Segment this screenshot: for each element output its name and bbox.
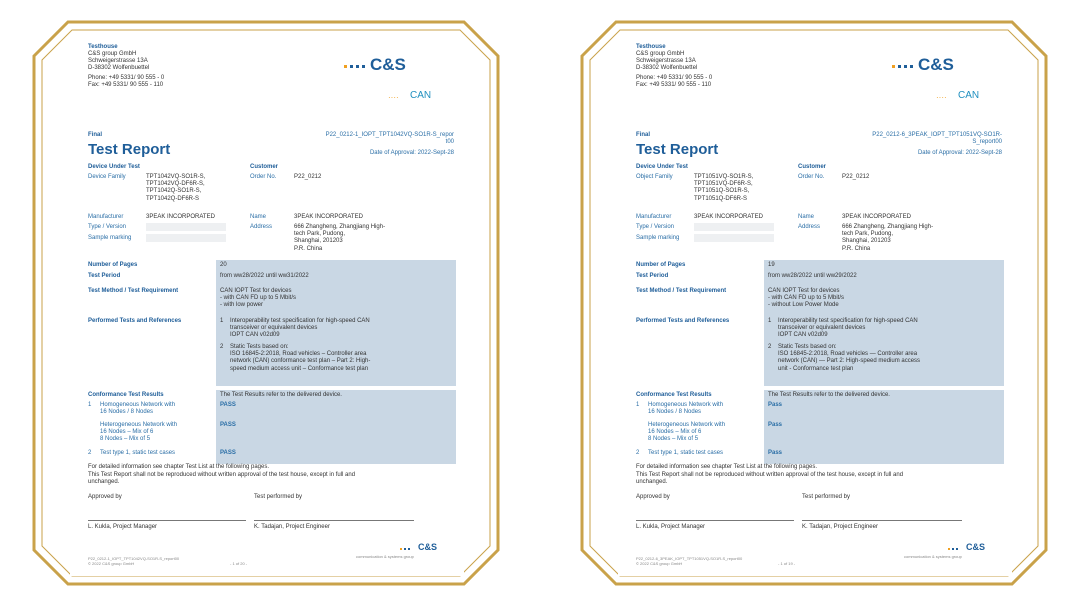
sample-label: Sample marking <box>88 235 132 241</box>
name-value: 3PEAK INCORPORATED <box>842 214 911 220</box>
method-label: Test Method / Test Requirement <box>636 288 727 294</box>
manufacturer-value: 3PEAK INCORPORATED <box>146 214 215 220</box>
report-status: Final <box>636 132 651 138</box>
footer-id: P22_0212-6_3PEAK_IOPT_TPT1051VQ-SO1R-S_report00 <box>636 556 743 561</box>
testhouse-city: D-38302 Wolfenbuettel <box>636 65 698 71</box>
result-2-number: 2 <box>636 450 640 456</box>
can-logo-dots: ···· <box>388 93 399 102</box>
result-2-label: Test type 1, static test cases <box>648 450 724 456</box>
order-label: Order No. <box>798 174 825 180</box>
can-logo: CAN <box>410 90 432 101</box>
performed-1: Interoperability test specification for high-speed CAN transceiver or equivalent devices IOPT CAN v02d09 <box>778 318 918 339</box>
manufacturer-value: 3PEAK INCORPORATED <box>694 214 763 220</box>
period-value: from ww28/2022 until ww29/2022 <box>768 273 857 279</box>
performed-label: Performed Tests and References <box>88 318 182 324</box>
approval-date: Date of Approval: 2022-Sept-28 <box>917 150 1002 156</box>
results-shade <box>216 390 456 464</box>
conformance-value: The Test Results refer to the delivered device. <box>220 392 342 398</box>
testhouse-fax: Fax: +49 5331/ 90 555 - 110 <box>88 82 164 88</box>
sample-label: Sample marking <box>636 235 680 241</box>
pages-label: Number of Pages <box>636 262 686 268</box>
customer-header: Customer <box>250 164 279 170</box>
performed-1: Interoperability test specification for high-speed CAN transceiver or equivalent devices IOPT CAN v02d09 <box>230 318 370 339</box>
footer-company: communication & systems group <box>356 554 414 559</box>
order-value: P22_0212 <box>842 174 870 180</box>
approval-date: Date of Approval: 2022-Sept-28 <box>369 150 454 156</box>
testhouse-street: Schweigerstrasse 13A <box>636 58 696 64</box>
engineer-name: K. Tadajan, Project Engineer <box>802 524 878 530</box>
result-2-pass: Pass <box>768 450 783 456</box>
testhouse-title: Testhouse <box>636 44 666 50</box>
signature-line-approver <box>636 520 794 521</box>
can-logo-dots: ···· <box>936 93 947 102</box>
result-1-label: Homogeneous Network with 16 Nodes / 8 Nodes <box>100 402 176 416</box>
cs-logo-dots <box>344 64 368 71</box>
result-hetero-label: Heterogeneous Network with 16 Nodes – Mix of 6 8 Nodes – Mix of 5 <box>648 422 726 443</box>
family-value: TPT1042VQ-SO1R-S, TPT1042VQ-DF6R-S, TPT1042Q-SO1R-S, TPT1042Q-DF6R-S <box>146 174 206 202</box>
manufacturer-label: Manufacturer <box>636 214 672 220</box>
signature-line-engineer <box>254 520 414 521</box>
address-label: Address <box>250 224 273 230</box>
testhouse-city: D-38302 Wolfenbuettel <box>88 65 150 71</box>
note-detail: For detailed information see chapter Test List at the following pages. <box>636 464 817 470</box>
dut-header: Device Under Test <box>636 164 688 170</box>
conformance-value: The Test Results refer to the delivered device. <box>768 392 890 398</box>
address-label: Address <box>798 224 821 230</box>
testhouse-phone: Phone: +49 5331/ 90 555 - 0 <box>88 75 165 81</box>
performed-label: Performed Tests and References <box>636 318 730 324</box>
footer-company: communication & systems group <box>904 554 962 559</box>
method-value: CAN IOPT Test for devices - with CAN FD up to 5 Mbit/s - with low power <box>220 288 297 309</box>
result-2-label: Test type 1, static test cases <box>100 450 176 456</box>
signature-line-engineer <box>802 520 962 521</box>
method-label: Test Method / Test Requirement <box>88 288 179 294</box>
type-label: Type / Version <box>636 224 675 230</box>
address-value: 666 Zhangheng, Zhangjiang High- tech Park, Pudong, Shanghai, 201203 P.R. China <box>842 224 934 252</box>
redacted-sample <box>694 234 774 242</box>
performed-2: Static Tests based on: ISO 16845-2:2018, Road vehicles – Controller area network (CAN) conformance test plan – Part 2: High- speed medium access unit – Conformance test plan <box>230 344 371 372</box>
report-id: P22_0212-6_3PEAK_IOPT_TPT1051VQ-SO1R-S_report00 <box>872 132 1002 146</box>
type-label: Type / Version <box>88 224 127 230</box>
result-1-pass: Pass <box>768 402 783 408</box>
report-page: Testhouse C&S group GmbH Schweigerstrasse 13A D-38302 Wolfenbuettel Phone: +49 5331/ 90 555 - 0 Fax: +49 5331/ 90 555 - 110 C&S CAN ···· Final Test Report P22_0212-6_3PEAK_IOPT_TPT1051VQ-SO1R-S_report00 Date of Approval: 2022-Sept-28 Device Under Test Customer Object Family TPT1051VQ-SO1R-S, TPT1051VQ-DF6R-S, TPT1051Q-SO1R-S, TPT1051Q-DF6R-S Order No. P22_0212 Manufacturer 3PEAK INCORPORATED Name 3PEAK INCORPORATED Type / Version Address 666 Zhangheng, Zhangjiang High- tech Park, Pudong, Shanghai, 201203 P.R. China Sample marking Number of Pages 19 Test Period from ww28/2022 until ww29/2022 Test Method / Test Requirement CAN IOPT Test for devices - with CAN FD up to 5 Mbit/s - without Low Power Mode Performed Tests and References 1 Interoperability test specification for high-speed CAN transceiver or equivalent devices IOPT CAN v02d09 2 Static Tests based on: ISO 16845-2:2018, Road vehicles — Controller area network (CAN) — Part 2: High-speed medium access unit - Conformance test plan Conformance Test Results The Test Results refer to the delivered device. 1 Homogeneous Network with 16 Nodes / 8 Nodes Pass Heterogeneous Network with 16 Nodes – Mix of 6 8 Nodes – Mix of 5 Pass 2 Test type 1, static test cases Pass For detailed information see chapter Test List at the following pages. This Test Report shall not be reproduced without written approval of the test house, except in full and unchanged. Approved by Test performed by L. Kukla, Project Manager K. Tadajan, Project Engineer P22_0212-6_3PEAK_IOPT_TPT1051VQ-SO1R-S_report00 © 2022 C&S group GmbH - 1 of 19 - C&S communication & systems group <box>618 36 1012 576</box>
cs-logo-dots <box>892 64 916 71</box>
name-label: Name <box>798 214 815 220</box>
redacted-type <box>146 223 226 231</box>
report-id: P22_0212-1_IOPT_TPT1042VQ-SO1R-S_report00 <box>325 132 454 146</box>
results-shade <box>764 390 1004 464</box>
redacted-type <box>694 223 774 231</box>
result-hetero-label: Heterogeneous Network with 16 Nodes – Mix of 6 8 Nodes – Mix of 5 <box>100 422 178 443</box>
conformance-label: Conformance Test Results <box>636 392 712 398</box>
result-2-pass: PASS <box>220 450 236 456</box>
approver-name: L. Kukla, Project Manager <box>88 524 158 530</box>
signature-line-approver <box>88 520 246 521</box>
performed-2: Static Tests based on: ISO 16845-2:2018, Road vehicles — Controller area network (CAN) — Part 2: High-speed medium access unit - Conformance test plan <box>778 344 921 372</box>
report-frame <box>568 8 1060 598</box>
period-label: Test Period <box>636 273 669 279</box>
family-value: TPT1051VQ-SO1R-S, TPT1051VQ-DF6R-S, TPT1051Q-SO1R-S, TPT1051Q-DF6R-S <box>694 174 754 202</box>
pages-value: 20 <box>220 262 227 268</box>
address-value: 666 Zhangheng, Zhangjiang High- tech Park, Pudong, Shanghai, 201203 P.R. China <box>294 224 386 252</box>
approved-by-label: Approved by <box>88 494 122 500</box>
family-label: Object Family <box>636 174 673 180</box>
name-value: 3PEAK INCORPORATED <box>294 214 363 220</box>
result-1-number: 1 <box>88 402 92 408</box>
testhouse-company: C&S group GmbH <box>636 51 685 57</box>
customer-header: Customer <box>798 164 827 170</box>
note-reproduction: This Test Report shall not be reproduced without written approval of the test house, except in full and unchanged. <box>88 472 356 486</box>
testhouse-fax: Fax: +49 5331/ 90 555 - 110 <box>636 82 712 88</box>
result-1-label: Homogeneous Network with 16 Nodes / 8 Nodes <box>648 402 724 416</box>
can-logo: CAN <box>958 90 980 101</box>
dut-header: Device Under Test <box>88 164 140 170</box>
approved-by-label: Approved by <box>636 494 670 500</box>
report-title: Test Report <box>88 141 171 158</box>
report-status: Final <box>88 132 103 138</box>
testhouse-street: Schweigerstrasse 13A <box>88 58 148 64</box>
period-label: Test Period <box>88 273 121 279</box>
testhouse-company: C&S group GmbH <box>88 51 137 57</box>
footer-cs-logo: C&S <box>966 542 986 552</box>
note-reproduction: This Test Report shall not be reproduced without written approval of the test house, except in full and unchanged. <box>636 472 904 486</box>
engineer-name: K. Tadajan, Project Engineer <box>254 524 330 530</box>
note-detail: For detailed information see chapter Test List at the following pages. <box>88 464 269 470</box>
result-hetero-pass: PASS <box>220 422 236 428</box>
report-page: Testhouse C&S group GmbH Schweigerstrasse 13A D-38302 Wolfenbuettel Phone: +49 5331/ 90 555 - 0 Fax: +49 5331/ 90 555 - 110 C&S CAN ···· Final Test Report P22_0212-1_IOPT_TPT1042VQ-SO1R-S_report00 Date of Approval: 2022-Sept-28 Device Under Test Customer Device Family TPT1042VQ-SO1R-S, TPT1042VQ-DF6R-S, TPT1042Q-SO1R-S, TPT1042Q-DF6R-S Order No. P22_0212 Manufacturer 3PEAK INCORPORATED Name 3PEAK INCORPORATED Type / Version Address 666 Zhangheng, Zhangjiang High- tech Park, Pudong, Shanghai, 201203 P.R. China Sample marking Number of Pages 20 Test Period from ww28/2022 until ww31/2022 Test Method / Test Requirement CAN IOPT Test for devices - with CAN FD up to 5 Mbit/s - with low power Performed Tests and References 1 Interoperability test specification for high-speed CAN transceiver or equivalent devices IOPT CAN v02d09 2 Static Tests based on: ISO 16845-2:2018, Road vehicles – Controller area network (CAN) conformance test plan – Part 2: High- speed medium access unit – Conformance test plan Conformance Test Results The Test Results refer to the delivered device. 1 Homogeneous Network with 16 Nodes / 8 Nodes PASS Heterogeneous Network with 16 Nodes – Mix of 6 8 Nodes – Mix of 5 PASS 2 Test type 1, static test cases PASS For detailed information see chapter Test List at the following pages. This Test Report shall not be reproduced without written approval of the test house, except in full and unchanged. Approved by Test performed by L. Kukla, Project Manager K. Tadajan, Project Engineer P22_0212-1_IOPT_TPT1042VQ-SO1R-S_report00 © 2022 C&S group GmbH - 1 of 20 - C&S communication & systems group <box>70 36 464 576</box>
testhouse-phone: Phone: +49 5331/ 90 555 - 0 <box>636 75 713 81</box>
name-label: Name <box>250 214 267 220</box>
pages-label: Number of Pages <box>88 262 138 268</box>
cs-logo: C&S <box>918 55 954 74</box>
cs-logo: C&S <box>370 55 406 74</box>
result-1-number: 1 <box>636 402 640 408</box>
footer-logo-dots <box>400 546 412 553</box>
period-value: from ww28/2022 until ww31/2022 <box>220 273 309 279</box>
order-label: Order No. <box>250 174 277 180</box>
footer-cs-logo: C&S <box>418 542 438 552</box>
footer-copyright: © 2022 C&S group GmbH <box>636 561 683 566</box>
result-1-pass: PASS <box>220 402 236 408</box>
footer-id: P22_0212-1_IOPT_TPT1042VQ-SO1R-S_report00 <box>88 556 180 561</box>
footer-logo-dots <box>948 546 960 553</box>
redacted-sample <box>146 234 226 242</box>
footer-copyright: © 2022 C&S group GmbH <box>88 561 135 566</box>
approver-name: L. Kukla, Project Manager <box>636 524 706 530</box>
manufacturer-label: Manufacturer <box>88 214 124 220</box>
pages-value: 19 <box>768 262 775 268</box>
order-value: P22_0212 <box>294 174 322 180</box>
report-title: Test Report <box>636 141 719 158</box>
report-frame <box>20 8 512 598</box>
result-2-number: 2 <box>88 450 92 456</box>
result-hetero-pass: Pass <box>768 422 783 428</box>
testhouse-title: Testhouse <box>88 44 118 50</box>
conformance-label: Conformance Test Results <box>88 392 164 398</box>
footer-page: - 1 of 20 - <box>230 561 248 566</box>
method-value: CAN IOPT Test for devices - with CAN FD up to 5 Mbit/s - without Low Power Mode <box>768 288 845 309</box>
footer-page: - 1 of 19 - <box>778 561 796 566</box>
performed-by-label: Test performed by <box>254 494 303 500</box>
performed-by-label: Test performed by <box>802 494 851 500</box>
family-label: Device Family <box>88 174 126 180</box>
